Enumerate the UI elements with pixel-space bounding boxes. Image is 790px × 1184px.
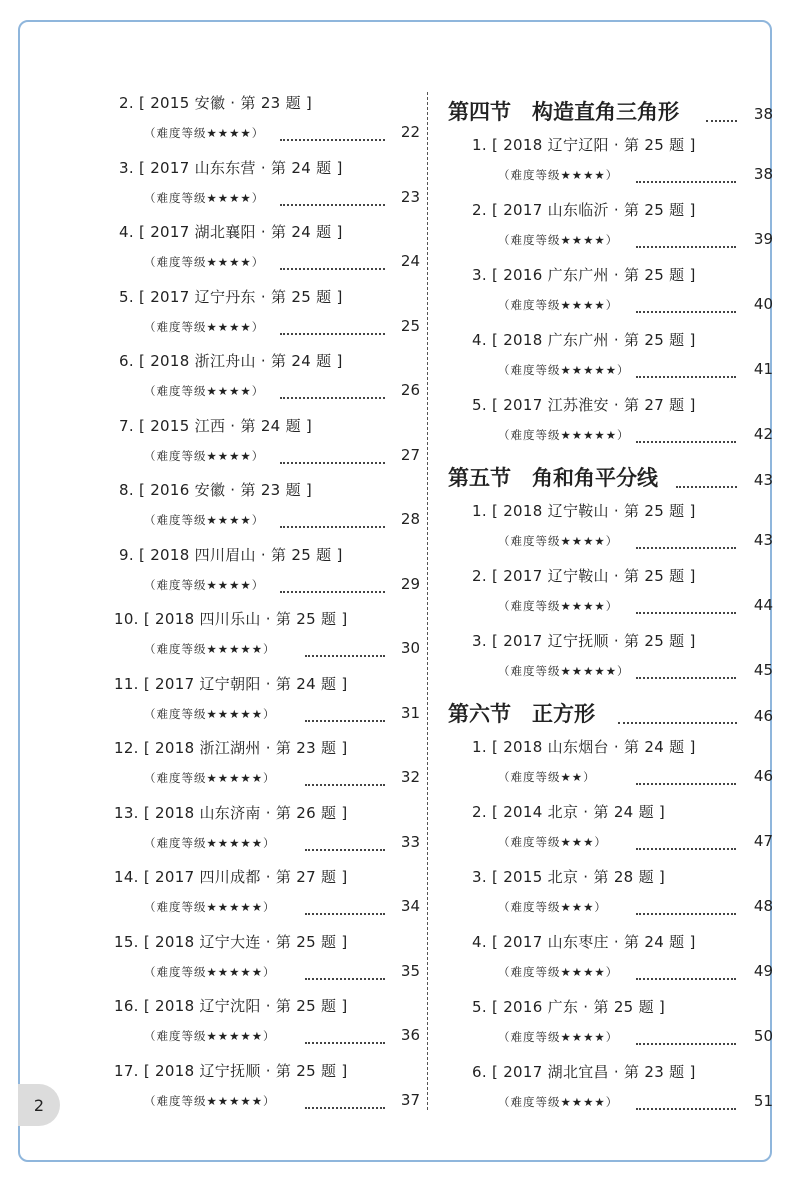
leader-dots: [676, 472, 737, 488]
toc-entry[interactable]: [448, 736, 773, 800]
entry-title: 7. [ 2015 江西 · 第 24 题 ]: [119, 416, 313, 435]
difficulty-rating: （难度等级★★★★）: [498, 298, 619, 312]
leader-dots: [280, 125, 385, 141]
leader-dots: [305, 1028, 385, 1044]
entry-title: 4. [ 2017 湖北襄阳 · 第 24 题 ]: [119, 223, 343, 241]
entry-page-number: 46: [753, 767, 773, 785]
leader-dots: [636, 362, 736, 378]
toc-entry[interactable]: [100, 866, 420, 930]
toc-entry[interactable]: [448, 630, 773, 694]
entry-title: 1. [ 2018 辽宁鞍山 · 第 25 题 ]: [472, 502, 696, 520]
entry-page-number: 49: [753, 962, 773, 980]
toc-entry[interactable]: [448, 394, 773, 458]
difficulty-rating: （难度等级★★）: [498, 770, 596, 784]
difficulty-rating: （难度等级★★★★★）: [144, 1029, 276, 1043]
difficulty-rating: （难度等级★★★★）: [144, 126, 265, 140]
entry-page-number: 34: [400, 897, 420, 915]
toc-entry[interactable]: [448, 199, 773, 263]
toc-entry[interactable]: [100, 92, 420, 156]
entry-title: 14. [ 2017 四川成都 · 第 27 题 ]: [114, 868, 348, 886]
entry-title: 17. [ 2018 辽宁抚顺 · 第 25 题 ]: [114, 1061, 348, 1080]
difficulty-rating: （难度等级★★★★）: [498, 1030, 619, 1044]
section-page-number: 43: [753, 471, 773, 489]
difficulty-rating: （难度等级★★★）: [498, 900, 607, 914]
difficulty-rating: （难度等级★★★★）: [144, 255, 265, 269]
entry-title: 9. [ 2018 四川眉山 · 第 25 题 ]: [119, 545, 343, 564]
difficulty-rating: （难度等级★★★★）: [144, 577, 265, 592]
difficulty-rating: （难度等级★★★★）: [144, 319, 265, 334]
entry-title: 5. [ 2017 江苏淮安 · 第 27 题 ]: [472, 396, 696, 414]
entry-page-number: 33: [400, 832, 420, 851]
difficulty-rating: （难度等级★★★★★）: [144, 642, 276, 656]
toc-entry[interactable]: [100, 802, 420, 866]
entry-page-number: 31: [400, 703, 420, 722]
section-page-number: 46: [753, 707, 773, 725]
entry-page-number: 27: [400, 445, 420, 464]
difficulty-rating: （难度等级★★★★）: [144, 384, 265, 398]
entry-title: 8. [ 2016 安徽 · 第 23 题 ]: [119, 481, 313, 499]
toc-entry[interactable]: [100, 931, 420, 995]
entry-title: 11. [ 2017 辽宁朝阳 · 第 24 题 ]: [114, 674, 348, 693]
entry-page-number: 50: [753, 1027, 773, 1045]
entry-title: 1. [ 2018 山东烟台 · 第 24 题 ]: [472, 738, 696, 756]
toc-entry[interactable]: [448, 931, 773, 995]
entry-title: 2. [ 2015 安徽 · 第 23 题 ]: [119, 94, 313, 112]
difficulty-rating: （难度等级★★★★）: [144, 513, 265, 527]
entry-title: 3. [ 2015 北京 · 第 28 题 ]: [472, 868, 666, 886]
entry-title: 12. [ 2018 浙江湖州 · 第 23 题 ]: [114, 739, 348, 757]
difficulty-rating: （难度等级★★★★★）: [144, 964, 276, 979]
entry-title: 1. [ 2018 辽宁辽阳 · 第 25 题 ]: [472, 136, 696, 154]
leader-dots: [280, 512, 385, 528]
leader-dots: [636, 1094, 736, 1110]
difficulty-rating: （难度等级★★★★★）: [144, 1093, 276, 1108]
leader-dots: [280, 319, 385, 335]
leader-dots: [618, 708, 737, 724]
difficulty-rating: （难度等级★★★★）: [498, 1095, 619, 1109]
page-number: 2: [18, 1084, 60, 1126]
toc-entry[interactable]: [100, 479, 420, 543]
toc-entry[interactable]: [448, 264, 773, 328]
entry-title: 2. [ 2014 北京 · 第 24 题 ]: [472, 803, 666, 821]
toc-entry[interactable]: [100, 737, 420, 801]
leader-dots: [636, 663, 736, 679]
leader-dots: [280, 254, 385, 270]
entry-title: 2. [ 2017 辽宁鞍山 · 第 25 题 ]: [472, 567, 696, 585]
leader-dots: [305, 835, 385, 851]
toc-entry[interactable]: [100, 608, 420, 672]
entry-page-number: 26: [400, 381, 420, 399]
toc-entry[interactable]: [448, 134, 773, 198]
leader-dots: [305, 641, 385, 657]
entry-page-number: 42: [753, 425, 773, 443]
entry-page-number: 39: [753, 230, 773, 248]
difficulty-rating: （难度等级★★★★★）: [498, 363, 630, 377]
toc-entry[interactable]: [100, 673, 420, 737]
entry-title: 6. [ 2018 浙江舟山 · 第 24 题 ]: [119, 352, 343, 370]
entry-page-number: 48: [753, 897, 773, 915]
difficulty-rating: （难度等级★★★★）: [498, 599, 619, 613]
toc-entry[interactable]: [448, 801, 773, 865]
difficulty-rating: （难度等级★★★★★）: [144, 900, 276, 914]
entry-page-number: 44: [753, 596, 773, 614]
entry-title: 13. [ 2018 山东济南 · 第 26 题 ]: [114, 803, 348, 822]
leader-dots: [636, 533, 736, 549]
entry-page-number: 40: [753, 295, 773, 313]
toc-entry[interactable]: [100, 544, 420, 608]
entry-title: 4. [ 2017 山东枣庄 · 第 24 题 ]: [472, 933, 696, 951]
difficulty-rating: （难度等级★★★★★）: [144, 835, 276, 850]
difficulty-rating: （难度等级★★★★★）: [498, 428, 630, 442]
leader-dots: [636, 297, 736, 313]
difficulty-rating: （难度等级★★★★★）: [144, 706, 276, 721]
toc-entry[interactable]: [448, 866, 773, 930]
leader-dots: [280, 577, 385, 593]
entry-page-number: 35: [400, 961, 420, 980]
toc-entry[interactable]: [100, 1060, 420, 1124]
difficulty-rating: （难度等级★★★★）: [498, 534, 619, 548]
section-page-number: 38: [753, 105, 773, 123]
entry-page-number: 32: [400, 768, 420, 786]
entry-page-number: 37: [400, 1090, 420, 1109]
entry-page-number: 36: [400, 1026, 420, 1044]
entry-page-number: 23: [400, 187, 420, 206]
toc-entry[interactable]: [448, 329, 773, 393]
leader-dots: [636, 598, 736, 614]
toc-entry[interactable]: [448, 565, 773, 629]
entry-page-number: 25: [400, 316, 420, 335]
toc-entry[interactable]: [448, 500, 773, 564]
entry-title: 5. [ 2017 辽宁丹东 · 第 25 题 ]: [119, 287, 343, 306]
entry-page-number: 22: [400, 123, 420, 141]
leader-dots: [636, 769, 736, 785]
leader-dots: [280, 383, 385, 399]
leader-dots: [706, 106, 737, 122]
entry-title: 15. [ 2018 辽宁大连 · 第 25 题 ]: [114, 932, 348, 951]
entry-title: 16. [ 2018 辽宁沈阳 · 第 25 题 ]: [114, 997, 348, 1015]
toc-entry[interactable]: [100, 286, 420, 350]
toc-entry[interactable]: [448, 996, 773, 1060]
difficulty-rating: （难度等级★★★★）: [498, 965, 619, 979]
leader-dots: [636, 834, 736, 850]
entry-title: 2. [ 2017 山东临沂 · 第 25 题 ]: [472, 201, 696, 219]
leader-dots: [305, 706, 385, 722]
leader-dots: [636, 964, 736, 980]
leader-dots: [636, 1029, 736, 1045]
difficulty-rating: （难度等级★★★★★）: [144, 771, 276, 785]
entry-title: 10. [ 2018 四川乐山 · 第 25 题 ]: [114, 610, 348, 628]
difficulty-rating: （难度等级★★★★）: [498, 233, 619, 247]
leader-dots: [305, 964, 385, 980]
toc-entry[interactable]: [448, 1061, 773, 1125]
section-title: 第五节 角和角平分线: [448, 465, 658, 490]
entry-title: 3. [ 2017 山东东营 · 第 24 题 ]: [119, 158, 343, 177]
leader-dots: [636, 232, 736, 248]
entry-page-number: 24: [400, 252, 420, 270]
section-title: 第四节 构造直角三角形: [448, 99, 679, 124]
leader-dots: [636, 427, 736, 443]
entry-page-number: 51: [753, 1092, 773, 1110]
toc-entry[interactable]: [100, 995, 420, 1059]
difficulty-rating: （难度等级★★★★）: [144, 190, 265, 205]
entry-page-number: 47: [753, 832, 773, 850]
leader-dots: [636, 899, 736, 915]
leader-dots: [280, 190, 385, 206]
entry-title: 3. [ 2016 广东广州 · 第 25 题 ]: [472, 266, 696, 284]
entry-page-number: 28: [400, 510, 420, 528]
entry-page-number: 38: [753, 165, 773, 183]
entry-page-number: 43: [753, 531, 773, 549]
column-divider: [427, 92, 428, 1110]
difficulty-rating: （难度等级★★★★）: [498, 168, 619, 182]
entry-page-number: 45: [753, 661, 773, 679]
entry-title: 5. [ 2016 广东 · 第 25 题 ]: [472, 998, 666, 1016]
section-heading[interactable]: [448, 96, 773, 126]
entry-title: 4. [ 2018 广东广州 · 第 25 题 ]: [472, 331, 696, 349]
difficulty-rating: （难度等级★★★）: [498, 835, 607, 849]
leader-dots: [305, 899, 385, 915]
section-title: 第六节 正方形: [448, 701, 595, 726]
difficulty-rating: （难度等级★★★★★）: [498, 664, 630, 678]
leader-dots: [280, 448, 385, 464]
difficulty-rating: （难度等级★★★★）: [144, 448, 265, 463]
leader-dots: [305, 770, 385, 786]
entry-title: 3. [ 2017 辽宁抚顺 · 第 25 题 ]: [472, 632, 696, 650]
entry-page-number: 29: [400, 574, 420, 593]
toc-entry[interactable]: [100, 157, 420, 221]
entry-page-number: 30: [400, 639, 420, 657]
toc-entry[interactable]: [100, 221, 420, 285]
entry-title: 6. [ 2017 湖北宜昌 · 第 23 题 ]: [472, 1063, 696, 1081]
entry-page-number: 41: [753, 360, 773, 378]
section-heading[interactable]: [448, 462, 773, 492]
section-heading[interactable]: [448, 698, 773, 728]
leader-dots: [305, 1093, 385, 1109]
toc-entry[interactable]: [100, 415, 420, 479]
toc-entry[interactable]: [100, 350, 420, 414]
leader-dots: [636, 167, 736, 183]
